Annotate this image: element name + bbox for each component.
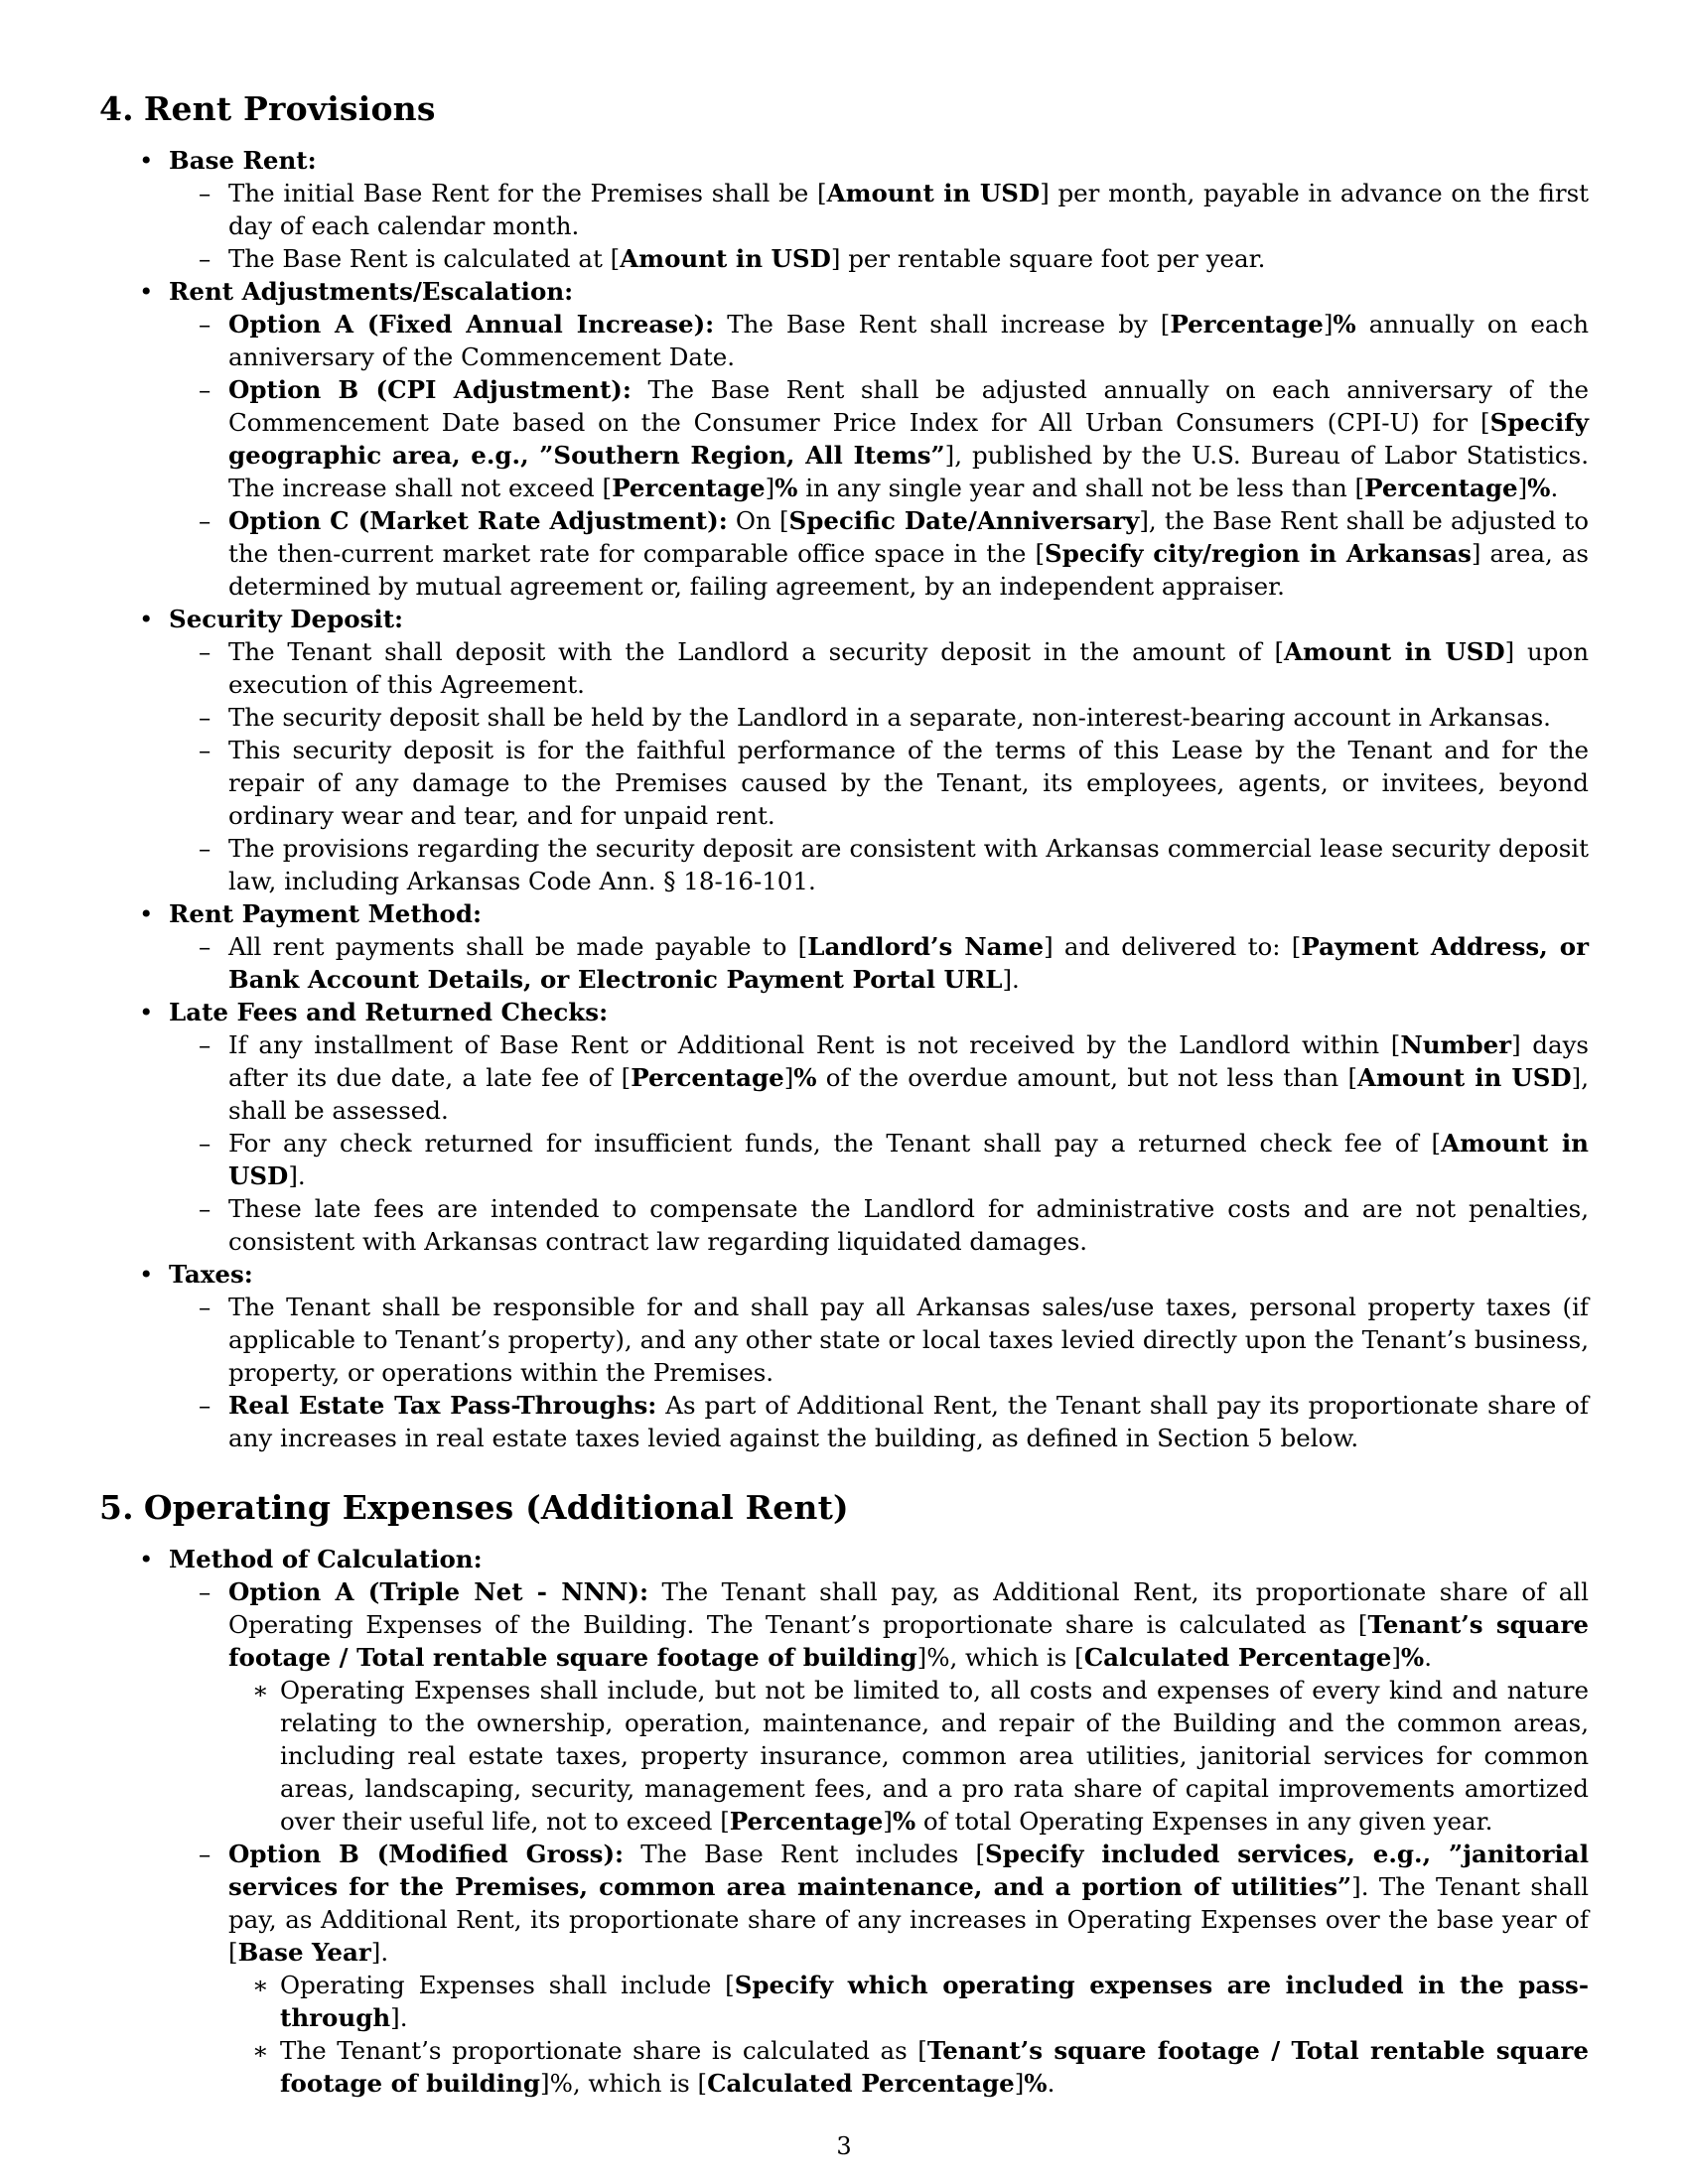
method-of-calculation-item <box>169 1543 1589 2100</box>
list-item: – This security deposit is for the faithful performance of the terms of this Lease by the Tenant and for the repair of any damage to the Premises caused by the Tenant, its employees, agents, or invitees, beyond ordinary wear and tear, and for unpaid rent. <box>228 734 1589 832</box>
section-5-heading <box>99 1488 1589 1527</box>
list-item: ∗ Operating Expenses shall include, but not be limited to, all costs and expenses of every kind and nature relating to the ownership, operation, maintenance, and repair of the Building and the common areas, including real estate taxes, property insurance, common area utilities, janitorial services for common areas, landscaping, security, management fees, and a pro rata share of capital improvements amortized over their useful life, not to exceed [Percentage]% of total Operating Expenses in any given year. <box>280 1674 1589 1838</box>
list-item: – If any installment of Base Rent or Additional Rent is not received by the Landlord within [Number] days after its due date, a late fee of [Percentage]% of the overdue amount, but not less than [Amount in USD], shall be assessed. <box>228 1028 1589 1127</box>
section-number: 5. <box>99 1488 134 1527</box>
base-rent-item <box>169 144 1589 275</box>
document-page <box>99 89 1589 2100</box>
list-item: – The security deposit shall be held by the Landlord in a separate, non-interest-bearing account in Arkansas. <box>228 701 1589 734</box>
method-heading: Method of Calculation: <box>169 1545 483 1573</box>
rent-payment-heading: Rent Payment Method: <box>169 899 483 928</box>
section-title: Rent Provisions <box>143 89 436 128</box>
list-item: – The Tenant shall deposit with the Landlord a security deposit in the amount of [Amount in USD] upon execution of this Agreement. <box>228 635 1589 701</box>
list-item: – These late fees are intended to compensate the Landlord for administrative costs and are not penalties, consistent with Arkansas contract law regarding liquidated damages. <box>228 1192 1589 1258</box>
rent-adjustments-heading: Rent Adjustments/Escalation: <box>169 277 574 306</box>
option-b-gross-item: – Option B (Modified Gross): The Base Rent includes [Specify included services, e.g., ”janitorial services for the Premises, common area maintenance, and a portion of utilities”]. The Tenant shall pay, as Additional Rent, its proportionate share of any increases in Operating Expenses over the base year of [Base Year]. ∗ Operating Expenses shall include [Specify which operating expenses are included in the pass-through]. ∗ The Tenant’s proportionate share is calculated as [Tenant’s square footage / Total rentable square footage of building]%, which is [Calculated Percentage]%. <box>228 1838 1589 2100</box>
option-a-nnn-item: – Option A (Triple Net - NNN): The Tenant shall pay, as Additional Rent, its proportionate share of all Operating Expenses of the Building. The Tenant’s proportionate share is calculated as [Tenant’s square footage / Total rentable square footage of building]%, which is [Calculated Percentage]%. ∗ Operating Expenses shall include, but not be limited to, all costs and expenses of every kind and nature relating to the ownership, operation, maintenance, and repair of the Building and the common areas, including real estate taxes, property insurance, common area utilities, janitorial services for common areas, landscaping, security, management fees, and a pro rata share of capital improvements amortized over their useful life, not to exceed [Percentage]% of total Operating Expenses in any given year. <box>228 1575 1589 1838</box>
taxes-heading: Taxes: <box>169 1260 253 1289</box>
section-4-list <box>99 144 1589 1454</box>
option-a-item: – Option A (Fixed Annual Increase): The Base Rent shall increase by [Percentage]% annually on each anniversary of the Commencement Date. <box>228 308 1589 373</box>
list-item: ∗ The Tenant’s proportionate share is calculated as [Tenant’s square footage / Total rentable square footage of building]%, which is [Calculated Percentage]%. <box>280 2034 1589 2100</box>
section-title: Operating Expenses (Additional Rent) <box>143 1488 849 1527</box>
rent-payment-item <box>169 897 1589 996</box>
taxes-item <box>169 1258 1589 1454</box>
list-item: – The provisions regarding the security deposit are consistent with Arkansas commercial lease security deposit law, including Arkansas Code Ann. § 18-16-101. <box>228 832 1589 897</box>
list-item: – Real Estate Tax Pass-Throughs: As part of Additional Rent, the Tenant shall pay its proportionate share of any increases in real estate taxes levied against the building, as defined in Section 5 below. <box>228 1389 1589 1454</box>
late-fees-heading: Late Fees and Returned Checks: <box>169 998 609 1026</box>
option-b-item: – Option B (CPI Adjustment): The Base Rent shall be adjusted annually on each anniversary of the Commencement Date based on the Consumer Price Index for All Urban Consumers (CPI-U) for [Specify geographic area, e.g., ”Southern Region, All Items”], published by the U.S. Bureau of Labor Statistics. The increase shall not exceed [Percentage]% in any single year and shall not be less than [Percentage]%. <box>228 373 1589 504</box>
section-4-heading <box>99 89 1589 128</box>
list-item: – All rent payments shall be made payable to [Landlord’s Name] and delivered to: [Payment Address, or Bank Account Details, or Electronic Payment Portal URL]. <box>228 930 1589 996</box>
security-deposit-heading: Security Deposit: <box>169 605 404 633</box>
option-c-item: – Option C (Market Rate Adjustment): On [Specific Date/Anniversary], the Base Rent shall be adjusted to the then-current market rate for comparable office space in the [Specify city/region in Arkansas] area, as determined by mutual agreement or, failing agreement, by an independent appraiser. <box>228 504 1589 603</box>
late-fees-item <box>169 996 1589 1258</box>
section-5-list <box>99 1543 1589 2100</box>
section-number: 4. <box>99 89 134 128</box>
list-item: – The Tenant shall be responsible for and shall pay all Arkansas sales/use taxes, personal property taxes (if applicable to Tenant’s property), and any other state or local taxes levied directly upon the Tenant’s business, property, or operations within the Premises. <box>228 1291 1589 1389</box>
list-item: – The Base Rent is calculated at [Amount in USD] per rentable square foot per year. <box>228 242 1589 275</box>
rent-adjustments-item <box>169 275 1589 603</box>
list-item: – The initial Base Rent for the Premises shall be [Amount in USD] per month, payable in advance on the first day of each calendar month. <box>228 177 1589 242</box>
list-item: ∗ Operating Expenses shall include [Specify which operating expenses are included in the pass-through]. <box>280 1969 1589 2034</box>
base-rent-heading: Base Rent: <box>169 146 317 175</box>
list-item: – For any check returned for insufficient funds, the Tenant shall pay a returned check fee of [Amount in USD]. <box>228 1127 1589 1192</box>
page-number: 3 <box>836 2132 852 2160</box>
security-deposit-item <box>169 603 1589 897</box>
